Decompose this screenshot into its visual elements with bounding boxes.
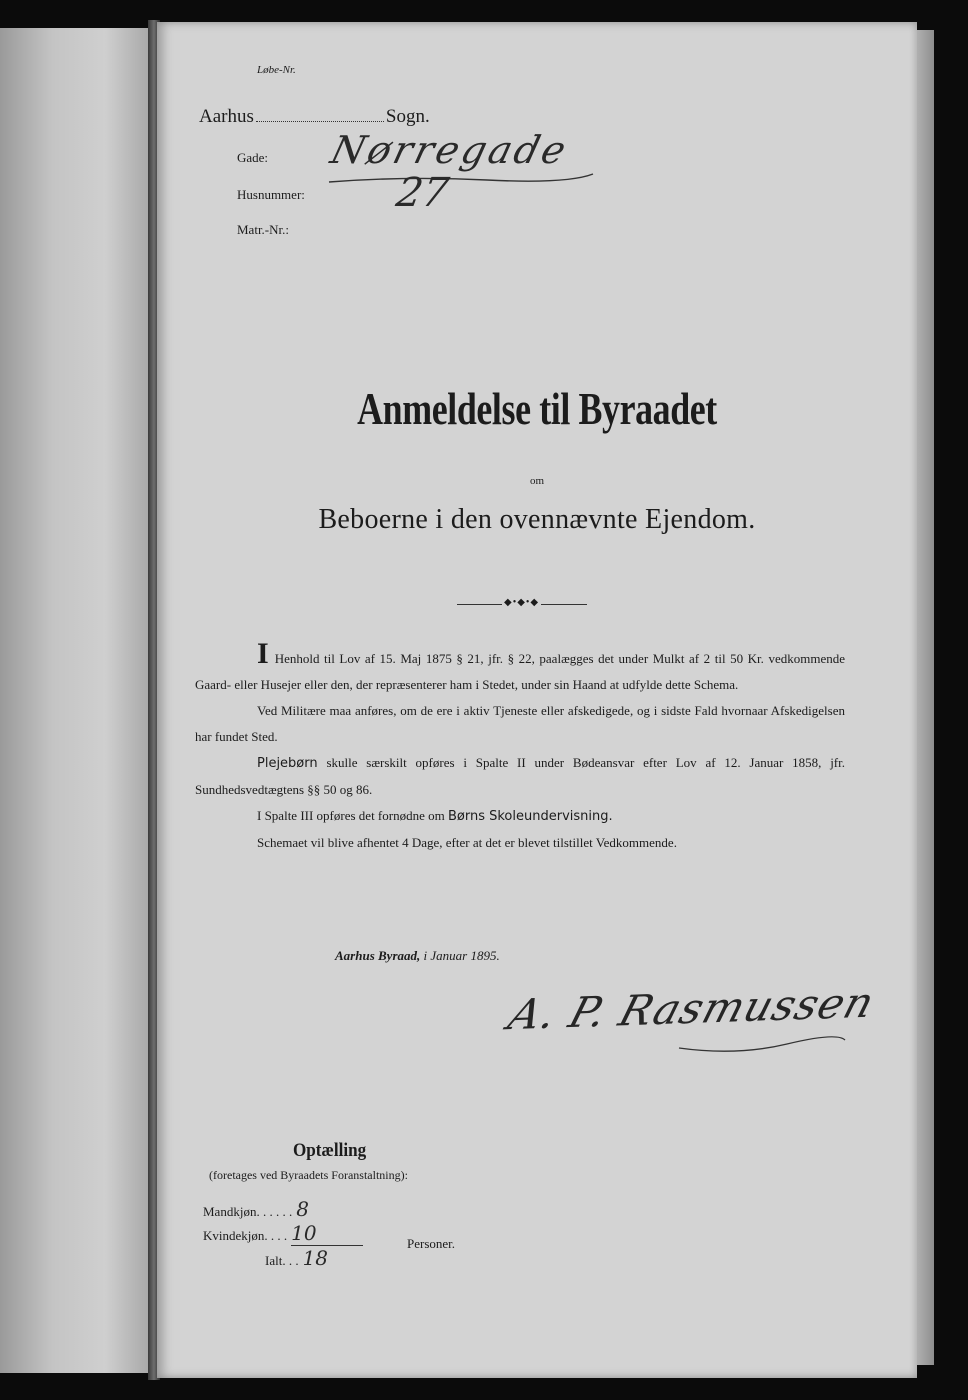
total-count-label: Ialt xyxy=(265,1253,283,1268)
parish-dotted-line xyxy=(256,121,384,122)
dot-leader: . . . . xyxy=(264,1228,288,1243)
paragraph-4-text: I Spalte III opføres det fornødne om xyxy=(257,808,445,823)
paragraph-1 xyxy=(195,637,845,698)
parish-row xyxy=(199,106,430,128)
street-underline-stroke xyxy=(327,172,597,186)
male-count-row xyxy=(203,1197,309,1221)
matr-nr-label: Matr.-Nr.: xyxy=(237,222,289,237)
street-label: Gade: xyxy=(237,150,269,165)
signature-flourish xyxy=(677,1034,847,1054)
skoleundervisning-emphasis: Børns Skoleundervisning. xyxy=(447,809,613,824)
lobe-nr-label: Løbe-Nr. xyxy=(257,64,296,76)
instructions-text xyxy=(195,637,846,856)
dot-leader: . . . xyxy=(282,1253,299,1268)
document-page xyxy=(157,22,917,1378)
street-handwritten-value: Nørregade xyxy=(326,128,574,172)
male-count-value: 8 xyxy=(296,1197,309,1221)
issue-date: i Januar 1895. xyxy=(423,948,500,963)
parish-label: Sogn. xyxy=(385,106,430,127)
paragraph-2: Ved Militære maa anføres, om de ere i aktiv Tjeneste eller afskedigede, og i sidste Fald hvornaar Afskedigelsen har fundet Sted. xyxy=(195,703,845,744)
count-section-title: Optælling xyxy=(293,1140,367,1161)
ornament-divider: ◆•◆•◆ xyxy=(457,601,587,607)
left-book-page xyxy=(0,28,150,1373)
total-count-row xyxy=(265,1246,328,1270)
paragraph-1-text: Henhold til Lov af 15. Maj 1875 § 21, jfr. § 22, paalægges det under Mulkt af 2 til 50 Kr. vedkommende Gaard- eller Husejer eller den, der repræsenterer ham i Stedet, under sin Haand at udfylde dette Schema. xyxy=(195,651,845,692)
paragraph-3 xyxy=(195,750,845,803)
city-label: Aarhus xyxy=(199,106,254,127)
female-count-row xyxy=(203,1221,363,1246)
title-connector: om xyxy=(529,475,545,487)
male-count-label: Mandkjøn xyxy=(203,1204,257,1219)
issuer-line xyxy=(335,948,500,964)
signature-handwritten: A. P. Rasmussen xyxy=(502,977,881,1040)
female-count-label: Kvindekjøn xyxy=(203,1228,265,1243)
paragraph-5: Schemaet vil blive afhentet 4 Dage, efter at det er blevet tilstillet Vedkommende. xyxy=(257,835,677,850)
female-count-value: 10 xyxy=(291,1221,363,1246)
dot-leader: . . . . . . xyxy=(256,1204,293,1219)
plejeborn-emphasis: Plejebørn xyxy=(257,756,318,771)
paragraph-4 xyxy=(195,803,845,830)
total-count-value: 18 xyxy=(302,1246,329,1270)
drop-cap: I xyxy=(257,637,269,670)
paragraph-3-text: skulle særskilt opføres i Spalte II under Bødeansvar efter Lov af 12. Januar 1858, jfr. Sundhedsvedtægtens §§ 50 og 86. xyxy=(195,755,846,797)
count-section-subtitle: (foretages ved Byraadets Foranstaltning): xyxy=(209,1168,408,1182)
issuer-authority: Aarhus Byraad, xyxy=(335,948,421,963)
house-number-label: Husnummer: xyxy=(237,187,305,202)
document-subtitle: Beboerne i den ovennævnte Ejendom. xyxy=(318,504,756,535)
house-number-handwritten-value: 27 xyxy=(392,170,452,216)
persons-unit-label: Personer. xyxy=(407,1236,456,1251)
document-title: Anmeldelse til Byraadet xyxy=(357,383,717,434)
